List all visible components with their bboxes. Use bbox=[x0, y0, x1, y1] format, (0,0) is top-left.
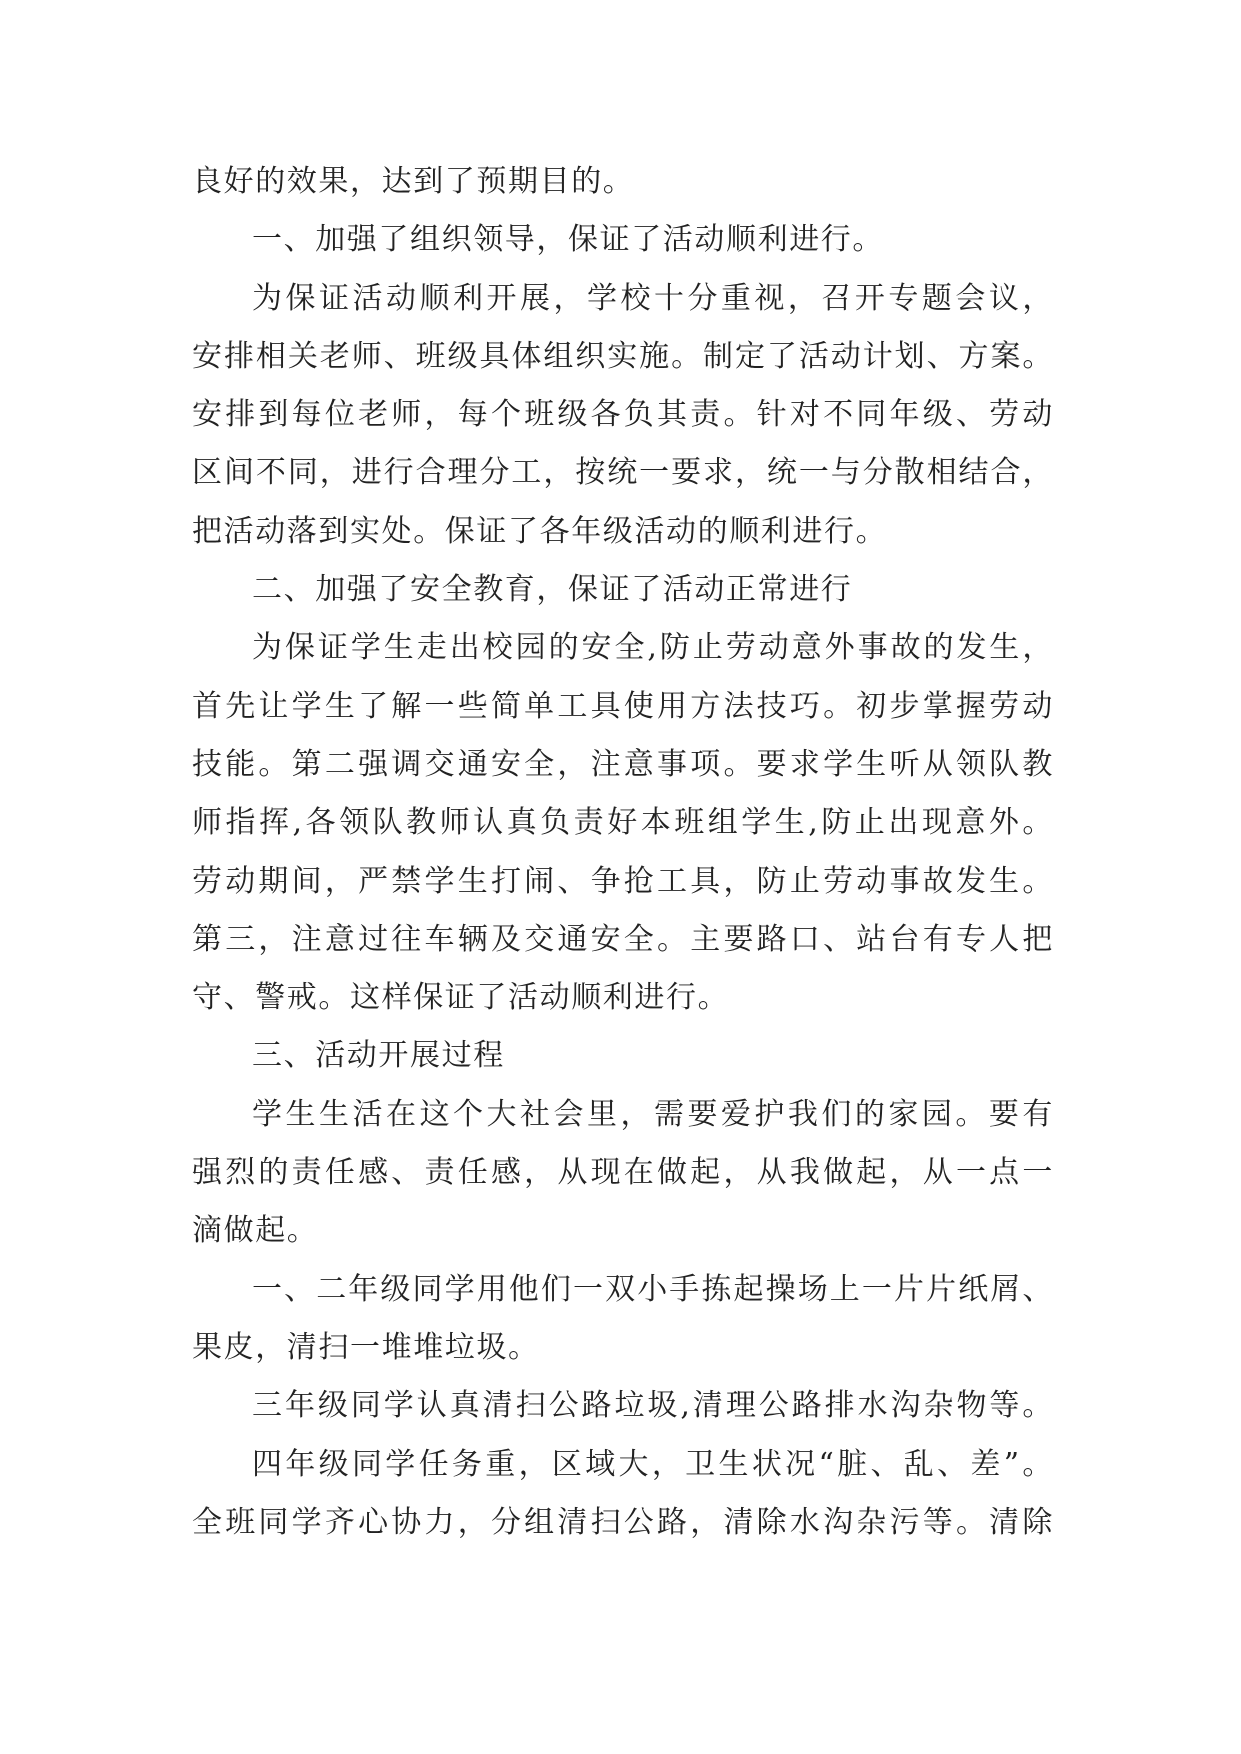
text-line: 滴做起。 bbox=[192, 1213, 319, 1249]
text-line: 为保证活动顺利开展，学校十分重视，召开专题会议， bbox=[252, 280, 1054, 316]
text-line: 第三，注意过往车辆及交通安全。主要路口、站台有专人把 bbox=[192, 921, 1054, 957]
text-line: 二、加强了安全教育，保证了活动正常进行 bbox=[252, 572, 853, 608]
text-line: 三年级同学认真清扫公路垃圾,清理公路排水沟杂物等。 bbox=[252, 1388, 1054, 1424]
text-line: 首先让学生了解一些简单工具使用方法技巧。初步掌握劳动 bbox=[192, 688, 1054, 724]
text-line: 区间不同，进行合理分工，按统一要求，统一与分散相结合， bbox=[192, 455, 1054, 491]
text-line: 良好的效果，达到了预期目的。 bbox=[192, 164, 635, 199]
text-line: 果皮，清扫一堆堆垃圾。 bbox=[192, 1329, 540, 1365]
document-body bbox=[192, 153, 1054, 1552]
text-line: 安排相关老师、班级具体组织实施。制定了活动计划、方案。 bbox=[192, 338, 1054, 374]
text-line: 把活动落到实处。保证了各年级活动的顺利进行。 bbox=[192, 513, 888, 549]
text-line: 全班同学齐心协力，分组清扫公路，清除水沟杂污等。清除 bbox=[192, 1504, 1054, 1540]
text-line: 劳动期间，严禁学生打闹、争抢工具，防止劳动事故发生。 bbox=[192, 863, 1054, 899]
text-line: 一、加强了组织领导，保证了活动顺利进行。 bbox=[252, 222, 884, 258]
text-line: 守、警戒。这样保证了活动顺利进行。 bbox=[192, 980, 730, 1016]
text-line: 技能。第二强调交通安全，注意事项。要求学生听从领队教 bbox=[192, 746, 1054, 782]
text-line: 强烈的责任感、责任感，从现在做起，从我做起，从一点一 bbox=[192, 1155, 1054, 1191]
text-line: 四年级同学任务重，区域大，卫生状况“脏、乱、差”。 bbox=[252, 1446, 1054, 1482]
text-line: 三、活动开展过程 bbox=[252, 1038, 505, 1074]
text-line: 师指挥,各领队教师认真负责好本班组学生,防止出现意外。 bbox=[192, 805, 1054, 841]
text-line: 一、二年级同学用他们一双小手拣起操场上一片片纸屑、 bbox=[252, 1271, 1054, 1307]
text-line: 为保证学生走出校园的安全,防止劳动意外事故的发生， bbox=[252, 630, 1054, 666]
text-line: 学生生活在这个大社会里，需要爱护我们的家园。要有 bbox=[252, 1096, 1054, 1132]
text-line: 安排到每位老师，每个班级各负其责。针对不同年级、劳动 bbox=[192, 397, 1054, 433]
